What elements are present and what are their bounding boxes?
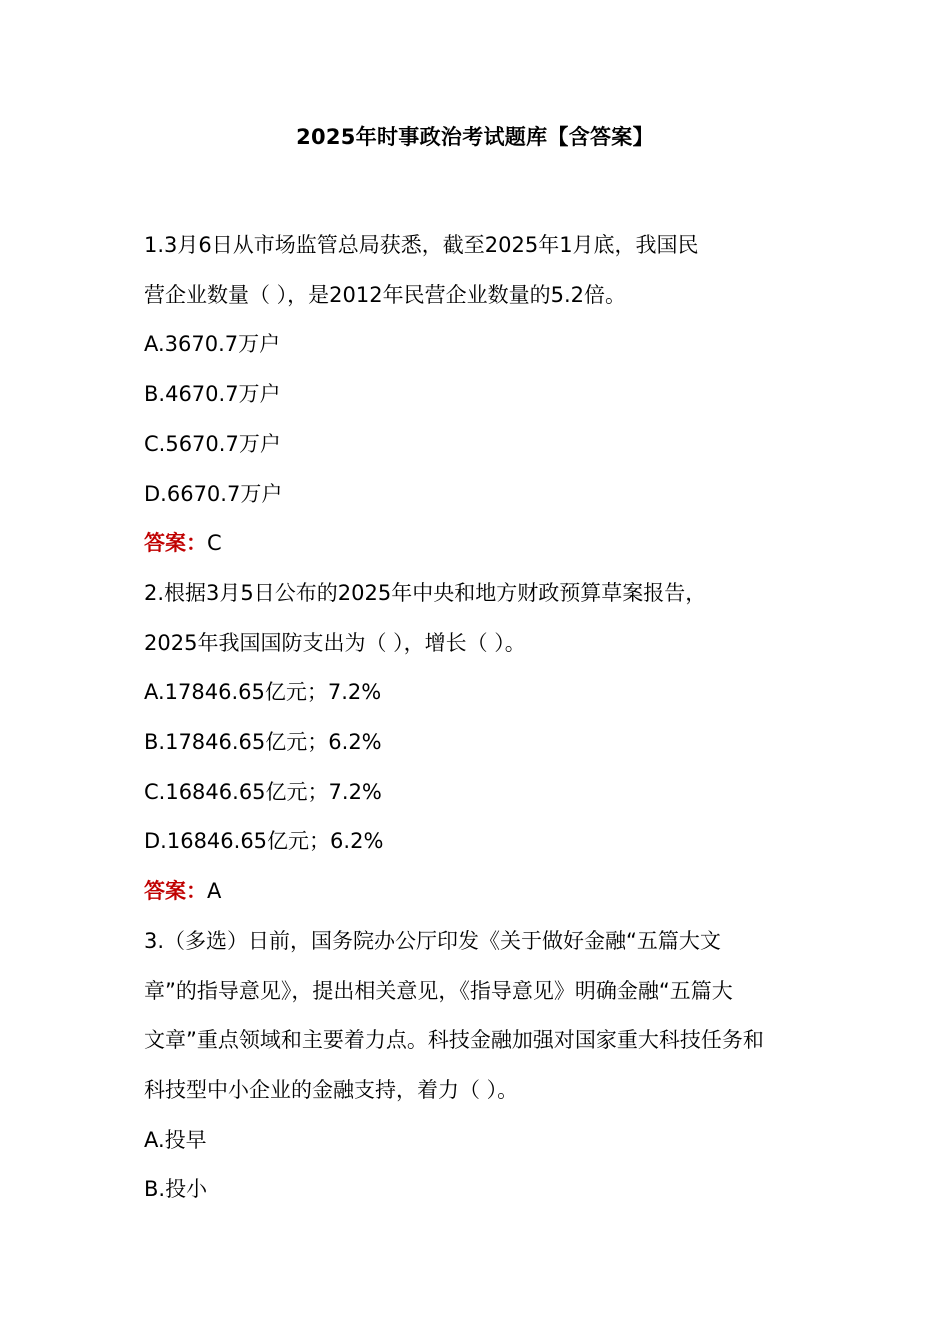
answer-label: 答案：	[144, 531, 207, 556]
question-stem-line: 章”的指导意见》，提出相关意见，《指导意见》明确金融“五篇大	[144, 978, 733, 1003]
option-a: A.17846.65亿元；7.2%	[144, 680, 382, 705]
option-a: A.投早	[144, 1127, 207, 1152]
option-b: B.17846.65亿元；6.2%	[144, 730, 382, 755]
question-stem-line: 2025年我国国防支出为（ ），增长（ ）。	[144, 630, 526, 655]
option-c: C.5670.7万户	[144, 431, 281, 456]
question-2	[144, 569, 816, 917]
document-title: 2025年时事政治考试题库【含答案】	[296, 125, 654, 149]
answer-value: C	[207, 531, 222, 556]
answer-label: 答案：	[144, 879, 207, 904]
question-stem-line: 营企业数量（ ），是2012年民营企业数量的5.2倍。	[144, 282, 627, 307]
question-stem-line: 文章”重点领域和主要着力点。科技金融加强对国家重大科技任务和	[144, 1028, 764, 1053]
question-stem-line: 3.（多选）日前，国务院办公厅印发《关于做好金融“五篇大文	[144, 928, 721, 953]
answer-value: A	[207, 879, 222, 904]
option-a: A.3670.7万户	[144, 332, 281, 357]
answer-line	[144, 867, 816, 917]
question-stem-line: 科技型中小企业的金融支持，着力（ ）。	[144, 1077, 519, 1102]
option-b: B.4670.7万户	[144, 382, 281, 407]
option-b: B.投小	[144, 1177, 208, 1202]
answer-line	[144, 519, 816, 569]
question-list	[144, 221, 816, 1215]
question-stem-line: 2.根据3月5日公布的2025年中央和地方财政预算草案报告，	[144, 580, 707, 605]
option-d: D.6670.7万户	[144, 481, 283, 506]
question-1	[144, 221, 816, 569]
question-stem-line: 1.3月6日从市场监管总局获悉，截至2025年1月底，我国民	[144, 233, 699, 257]
option-d: D.16846.65亿元；6.2%	[144, 829, 384, 854]
option-c: C.16846.65亿元；7.2%	[144, 779, 382, 804]
question-3	[144, 917, 816, 1215]
